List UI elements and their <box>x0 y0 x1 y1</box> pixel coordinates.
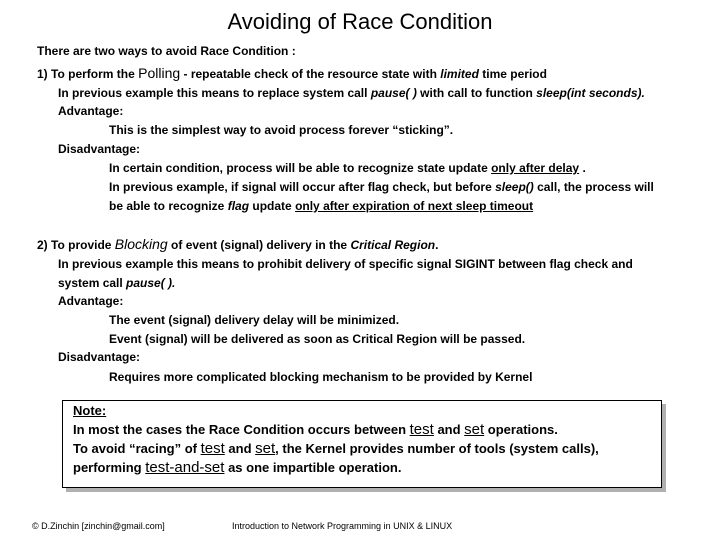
polling-advantage-text: This is the simplest way to avoid process forever “sticking”. <box>109 123 454 137</box>
note-l1-c: operations. <box>484 422 558 437</box>
note-l2-set: set <box>255 440 276 457</box>
polling-disadvantage-1 <box>109 161 586 176</box>
polling-disadvantage-2 <box>109 180 654 195</box>
polling-dis2-a: In previous example, if signal will occur after flag check, but before <box>109 180 496 194</box>
polling-dis2-sleep: sleep() <box>495 180 534 194</box>
polling-prefix: 1) To perform the <box>37 67 139 81</box>
blocking-region: Critical Region <box>350 238 436 252</box>
polling-dis3-underline: only after expiration of next sleep timeout <box>295 199 534 213</box>
polling-dis3-b: update <box>249 199 296 213</box>
polling-example-a: In previous example this means to replace system call <box>58 86 371 100</box>
note-l2-a: To avoid “racing” of <box>73 441 201 456</box>
note-l1-test: test <box>409 421 434 438</box>
blocking-ex2-pause: pause( ). <box>126 276 176 290</box>
blocking-advantage-2: Event (signal) will be delivered as soon as Critical Region will be passed. <box>109 332 526 346</box>
polling-example-sleep: sleep(int seconds). <box>536 86 645 100</box>
note-l3-a: performing <box>73 460 146 475</box>
blocking-example-2 <box>58 276 175 291</box>
polling-advantage-label: Advantage: <box>58 104 124 118</box>
blocking-mid: of event (signal) delivery in the <box>167 238 351 252</box>
polling-heading <box>37 66 547 82</box>
blocking-keyword: Blocking <box>114 236 168 252</box>
polling-keyword: Polling <box>138 65 181 81</box>
blocking-prefix: 2) To provide <box>37 238 115 252</box>
polling-disadvantage-label: Disadvantage: <box>58 142 141 156</box>
polling-example-b: with call to function <box>416 86 537 100</box>
polling-example <box>58 86 645 101</box>
footer-author: © D.Zinchin [zinchin@gmail.com] <box>32 521 165 531</box>
blocking-advantage-1: The event (signal) delivery delay will be minimized. <box>109 313 400 327</box>
note-l2-c: , the Kernel provides number of tools (system calls), <box>275 441 599 456</box>
polling-limited: limited <box>440 67 479 81</box>
note-l1-a: In most the cases the Race Condition occurs between <box>73 422 410 437</box>
note-l2-b: and <box>224 441 256 456</box>
blocking-disadvantage-1: Requires more complicated blocking mechanism to be provided by Kernel <box>109 370 533 384</box>
note-line-3 <box>73 460 401 476</box>
note-line-2 <box>73 441 599 457</box>
blocking-heading <box>37 237 438 253</box>
blocking-example-1: In previous example this means to prohibit delivery of specific signal SIGINT between flag check and <box>58 257 633 271</box>
polling-dis3-a: be able to recognize <box>109 199 228 213</box>
note-l3-b: as one impartible operation. <box>224 460 402 475</box>
polling-dis3-flag: flag <box>227 199 250 213</box>
polling-dis2-b: call, the process will <box>533 180 654 194</box>
note-l2-test: test <box>200 440 225 457</box>
blocking-disadvantage-label: Disadvantage: <box>58 350 141 364</box>
note-l3-tas: test-and-set <box>145 459 225 476</box>
polling-suffix: time period <box>478 67 547 81</box>
note-line-1 <box>73 422 558 438</box>
blocking-ex2-a: system call <box>58 276 127 290</box>
intro-text: There are two ways to avoid Race Condition : <box>37 44 296 58</box>
polling-example-pause: pause( ) <box>370 86 417 100</box>
note-l1-set: set <box>464 421 485 438</box>
note-l1-b: and <box>433 422 465 437</box>
polling-dis1-a: In certain condition, process will be able to recognize state update <box>109 161 492 175</box>
polling-dis1-b: . <box>579 161 586 175</box>
polling-disadvantage-3 <box>109 199 533 214</box>
blocking-suffix: . <box>435 238 439 252</box>
blocking-advantage-label: Advantage: <box>58 294 124 308</box>
slide-title: Avoiding of Race Condition <box>227 9 493 34</box>
note-box <box>62 400 662 488</box>
polling-dis1-underline: only after delay <box>491 161 580 175</box>
footer-course: Introduction to Network Programming in UNIX & LINUX <box>232 521 453 531</box>
polling-mid: - repeatable check of the resource state with <box>180 67 441 81</box>
note-label: Note: <box>73 403 107 418</box>
